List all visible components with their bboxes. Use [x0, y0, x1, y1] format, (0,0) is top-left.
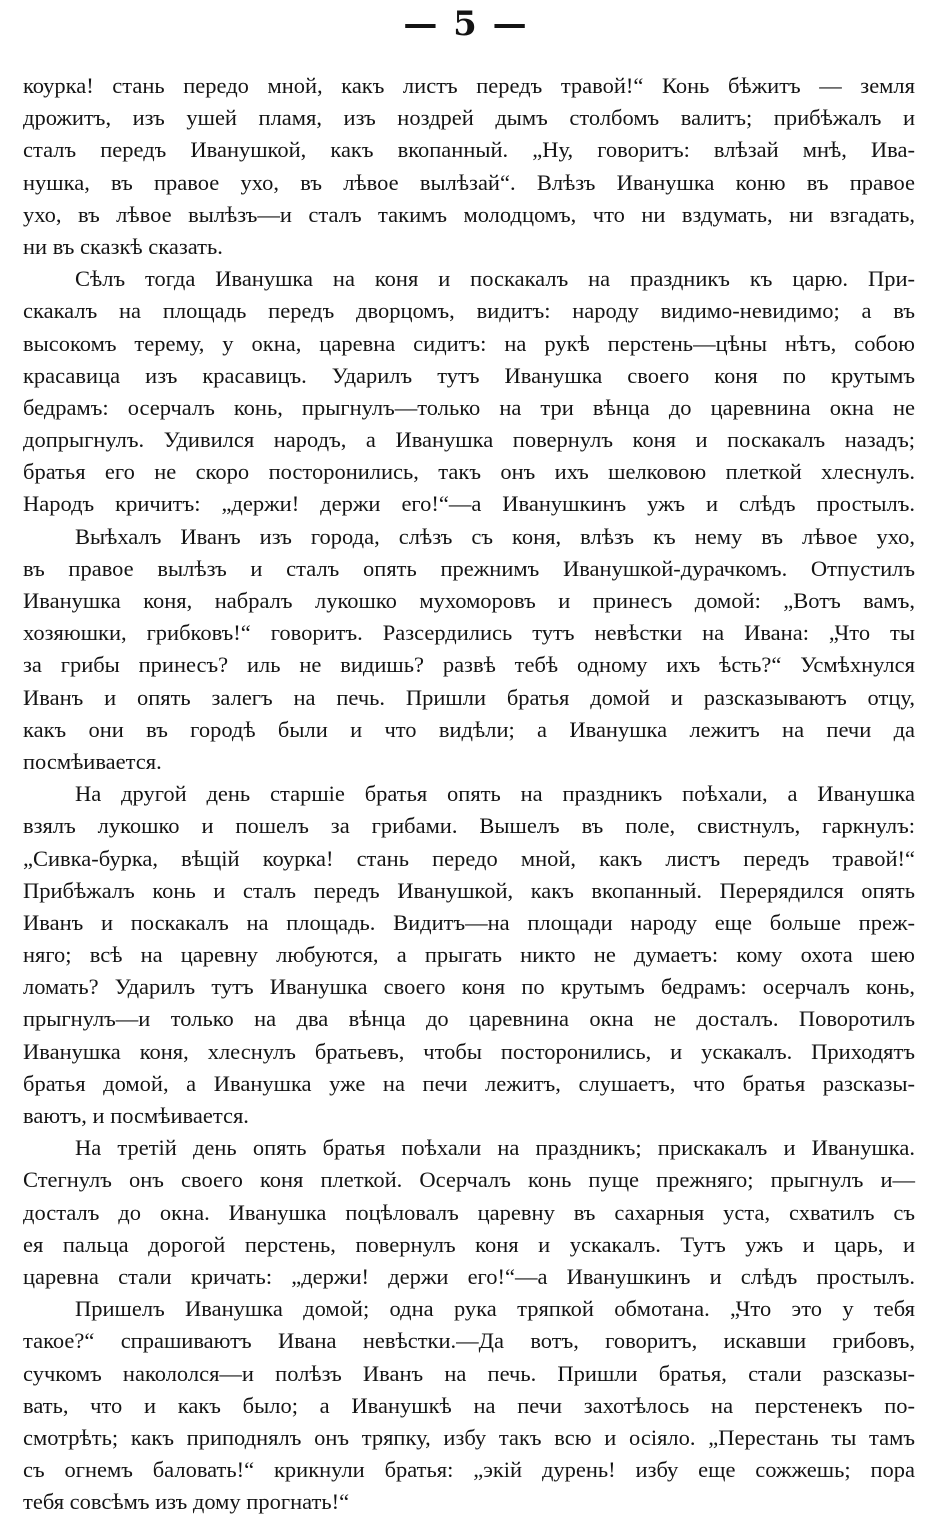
text-line: ломать? Ударилъ тутъ Иванушка своего коня по крутымъ бедрамъ: осерчалъ конь,	[23, 974, 915, 1000]
text-line: за грибы принесъ? иль не видишь? развѣ тебѣ одному ихъ ѣсть?“ Усмѣхнулся	[23, 652, 915, 678]
text-line: сталъ передъ Иванушкой, какъ вкопанный. „Ну, говоритъ: влѣзай мнѣ, Ива-	[23, 137, 915, 163]
text-line: хозяюшки, грибковъ!“ говоритъ. Разсердились тутъ невѣстки на Ивана: „Что ты	[23, 620, 915, 646]
text-line: Пришелъ Иванушка домой; одна рука тряпкой обмотана. „Что это у тебя	[75, 1296, 915, 1322]
text-line: взялъ лукошко и пошелъ за грибами. Вышелъ въ поле, свистнулъ, гаркнулъ:	[23, 813, 915, 839]
text-line: братья его не скоро посторонились, такъ онъ ихъ шелковою плеткой хлеснулъ.	[23, 459, 915, 485]
text-line: Стегнулъ онъ своего коня плеткой. Осерчалъ конь пуще прежняго; прыгнулъ и—	[23, 1167, 915, 1193]
text-line: ваютъ, и посмѣивается.	[23, 1103, 249, 1128]
text-line: допрыгнулъ. Удивился народъ, а Иванушка повернулъ коня и поскакалъ назадъ;	[23, 427, 915, 453]
text-line: сучкомъ накололся—и полѣзъ Иванъ на печь. Пришли братья, стали разсказы-	[23, 1360, 915, 1386]
text-line: смотрѣть; какъ приподнялъ онъ тряпку, избу такъ всю и осіяло. „Перестань ты тамъ	[23, 1424, 915, 1450]
page-number: — 5 —	[403, 4, 529, 44]
text-line: вать, что и какъ было; а Иванушкѣ на печи захотѣлось на перстенекъ по-	[23, 1392, 915, 1418]
text-line: На третій день опять братья поѣхали на праздникъ; прискакалъ и Иванушка.	[75, 1135, 915, 1161]
text-line: скакалъ на площадь передъ дворцомъ, видитъ: народу видимо-невидимо; а въ	[23, 298, 915, 324]
text-line: коурка! стань передо мной, какъ листъ передъ травой!“ Конь бѣжитъ — земля	[23, 73, 915, 98]
text-line: какъ они въ городѣ были и что видѣли; а Иванушка лежитъ на печи да	[23, 716, 915, 742]
text-line: нушка, въ правое ухо, въ лѣвое вылѣзай“. Влѣзъ Иванушка коню въ правое	[23, 169, 915, 195]
text-line: бедрамъ: осерчалъ конь, прыгнулъ—только на три вѣнца до царевнина окна не	[23, 394, 915, 420]
text-line: Иванъ и поскакалъ на площадь. Видитъ—на площади народу еще больше преж-	[23, 909, 915, 935]
text-line: ни въ сказкѣ сказать.	[23, 233, 223, 259]
text-line: прыгнулъ—и только на два вѣнца до царевнина окна не досталъ. Поворотилъ	[23, 1006, 915, 1032]
text-line: царевна стали кричать: „держи! держи его!“—а Иванушкинъ и слѣдъ простылъ.	[23, 1263, 915, 1289]
text-line: въ правое вылѣзъ и сталъ опять прежнимъ Иванушкой-дурачкомъ. Отпустилъ	[23, 555, 915, 581]
text-line: На другой день старшіе братья опять на праздникъ поѣхали, а Иванушка	[75, 781, 915, 807]
story-text	[23, 70, 915, 1518]
text-line: братья домой, а Иванушка уже на печи лежитъ, слушаетъ, что братья разсказы-	[23, 1070, 915, 1096]
text-line: „Сивка-бурка, вѣщій коурка! стань передо мной, какъ листъ передъ травой!“	[23, 845, 915, 871]
text-line: съ огнемъ баловать!“ крикнули братья: „экій дурень! избу еще сожжешь; пора	[23, 1457, 915, 1483]
text-line: Прибѣжалъ конь и сталъ передъ Иванушкой, какъ вкопанный. Перерядился опять	[23, 877, 915, 903]
text-line: няго; всѣ на царевну любуются, а прыгать никто не думаетъ: кому охота шею	[23, 942, 915, 968]
text-line: такое?“ спрашиваютъ Ивана невѣстки.—Да вотъ, говоритъ, искавши грибовъ,	[23, 1328, 915, 1354]
text-line: посмѣивается.	[23, 748, 162, 774]
text-line: красавица изъ красавицъ. Ударилъ тутъ Иванушка своего коня по крутымъ	[23, 362, 915, 388]
text-line: Выѣхалъ Иванъ изъ города, слѣзъ съ коня, влѣзъ къ нему въ лѣвое ухо,	[75, 523, 915, 549]
text-line: высокомъ терему, у окна, царевна сидитъ: на рукѣ перстень—цѣны нѣтъ, собою	[23, 330, 915, 356]
text-line: тебя совсѣмъ изъ дому прогнать!“	[23, 1489, 350, 1515]
text-line: Иванъ и опять залегъ на печь. Пришли братья домой и разсказываютъ отцу,	[23, 684, 915, 710]
text-line: досталъ до окна. Иванушка поцѣловалъ царевну въ сахарныя уста, схватилъ съ	[23, 1199, 915, 1225]
text-line: Иванушка коня, хлеснулъ братьевъ, чтобы посторонились, и ускакалъ. Приходятъ	[23, 1038, 915, 1064]
text-line: Иванушка коня, набралъ лукошко мухоморовъ и принесъ домой: „Вотъ вамъ,	[23, 588, 915, 613]
text-line: ея пальца дорогой перстень, повернулъ коня и ускакалъ. Тутъ ужъ и царь, и	[23, 1231, 915, 1257]
text-line: дрожитъ, изъ ушей пламя, изъ ноздрей дымъ столбомъ валитъ; прибѣжалъ и	[23, 105, 915, 131]
text-line: Народъ кричитъ: „держи! держи его!“—а Иванушкинъ ужъ и слѣдъ простылъ.	[23, 491, 915, 517]
text-line: ухо, въ лѣвое вылѣзъ—и сталъ такимъ молодцомъ, что ни вздумать, ни взгадать,	[23, 201, 915, 227]
text-line: Сѣлъ тогда Иванушка на коня и поскакалъ на праздникъ къ царю. При-	[75, 266, 915, 292]
